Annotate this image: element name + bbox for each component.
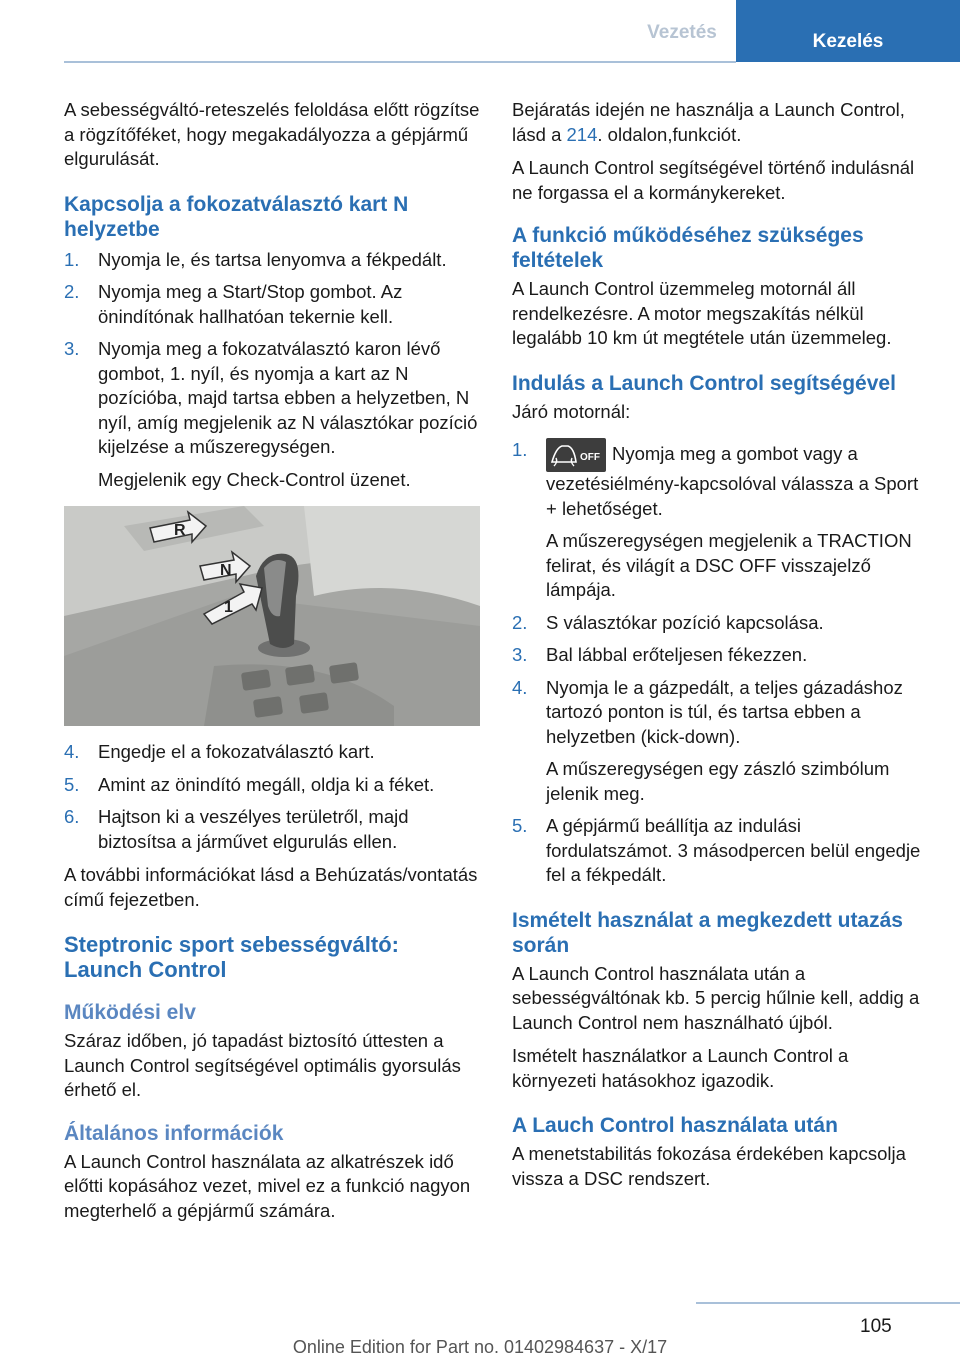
list-item — [512, 814, 930, 888]
step-text: Nyomja meg a gombot vagy a vezetésiélmény-kapcsolóval válassza a Sport + lehetőséget. — [546, 442, 919, 519]
step-note: A műszeregységen egy zászló szimbólum jelenik meg. — [546, 758, 890, 804]
list-item — [64, 337, 482, 492]
list-item — [64, 740, 482, 765]
steps-list-2 — [64, 740, 482, 854]
step-text: Nyomja meg a Start/Stop gombot. Az önindítónak hallhatóan tekernie kell. — [98, 281, 403, 327]
dsc-off-text: OFF — [580, 452, 600, 463]
tab-kezeles[interactable]: Kezelés — [736, 0, 960, 62]
list-item — [512, 611, 930, 636]
arrow-label-n: N — [220, 562, 232, 579]
step-number: 5. — [512, 815, 528, 836]
heading-conditions: A funkció működéséhez szükséges feltételek — [512, 224, 864, 272]
step-text: Hajtson ki a veszélyes területről, majd biztosítsa a járművet elgurulás ellen. — [98, 806, 409, 852]
left-column — [64, 98, 482, 1232]
heading-launch-control: Steptronic sport sebességváltó: Launch Control — [64, 932, 399, 982]
step-note: Megjelenik egy Check-Control üzenet. — [98, 468, 411, 490]
step-text: Nyomja le, és tartsa lenyomva a fékpedált. — [98, 248, 447, 270]
step-text: A gépjármű beállítja az indulási fordulatszámot. 3 másodpercen belül engedje fel a fékpedált. — [546, 815, 921, 885]
step-number: 2. — [512, 611, 528, 633]
step-number: 3. — [64, 338, 80, 359]
page-header — [0, 0, 960, 64]
gear-selector-drawing — [64, 506, 480, 726]
tab-vezetes[interactable]: Vezetés — [647, 22, 717, 43]
step-text: Nyomja meg a fokozatválasztó karon lévő gombot, 1. nyíl, és nyomja a kart az N pozícióba, majd tartsa ebben a helyzetben, N nyíl, amíg megjelenik az N választókar pozíció kijelzése a műszeregységen. — [98, 338, 478, 457]
launch-steps-list — [512, 438, 930, 888]
break-in-text: Bejáratás idején ne használja a Launch Control, lásd a — [512, 99, 905, 145]
footer-divider — [696, 1302, 960, 1304]
heading-general-info: Általános információk — [64, 1121, 284, 1145]
heading-repeat-use: Ismételt használat a megkezdett utazás során — [512, 908, 903, 957]
engine-running-label: Járó motornál: — [512, 400, 631, 422]
header-divider — [64, 61, 736, 63]
general-paragraph: A Launch Control használata az alkatrészek idő előtti kopásához vezet, mivel ez a funkció nagyon megterhelő a gépjármű számára. — [64, 1150, 471, 1221]
list-item — [64, 280, 482, 329]
step-text: Bal lábbal erőteljesen fékezzen. — [546, 644, 808, 665]
step-note: A műszeregységen megjelenik a TRACTION felirat, és világít a DSC OFF visszajelző lámpája. — [546, 530, 912, 600]
step-number: 3. — [512, 644, 528, 665]
gear-selector-illustration — [64, 506, 480, 726]
step-number: 2. — [64, 281, 80, 302]
step-number: 1. — [64, 248, 80, 270]
step-text: S választókar pozíció kapcsolása. — [546, 611, 824, 633]
step-number: 1. — [512, 439, 528, 460]
list-item — [64, 773, 482, 798]
heading-shift-to-n: Kapcsolja a fokozatválasztó kart N helyzetbe — [64, 192, 409, 241]
steps-list-1 — [64, 248, 482, 493]
step-number: 6. — [64, 806, 80, 827]
heading-after-use: A Lauch Control használata után — [512, 1114, 838, 1137]
repeat-paragraph-1: A Launch Control használata után a sebességváltónak kb. 5 percig hűlnie kell, addig a Launch Control nem használható újból. — [512, 962, 920, 1033]
step-text: Amint az önindító megáll, oldja ki a féket. — [98, 773, 435, 795]
towing-note: A további információkat lásd a Behúzatás/vontatás című fejezetben. — [64, 864, 478, 910]
page-number: 105 — [860, 1316, 892, 1337]
step-text: Nyomja le a gázpedált, a teljes gázadáshoz tartozó ponton is túl, és tartsa ebben a helyzetben (kick-down). — [546, 676, 903, 747]
list-item — [512, 676, 930, 807]
right-column — [512, 98, 930, 1200]
principle-paragraph: Száraz időben, jó tapadást biztosító úttesten a Launch Control segítségével optimális gyorsulás érhető el. — [64, 1030, 461, 1100]
list-item — [512, 643, 930, 668]
after-paragraph: A menetstabilitás fokozása érdekében kapcsolja vissza a DSC rendszert. — [512, 1143, 906, 1189]
heading-start-launch: Indulás a Launch Control segítségével — [512, 371, 896, 395]
dsc-off-button-icon — [546, 438, 606, 472]
step-number: 4. — [64, 741, 80, 762]
arrow-label-r: R — [174, 522, 186, 539]
break-in-paragraph — [512, 98, 930, 147]
steering-paragraph: A Launch Control segítségével történő indulásnál ne forgassa el a kormánykereket. — [512, 157, 915, 203]
list-item — [512, 438, 930, 603]
arrow-label-1: 1 — [224, 599, 233, 616]
intro-paragraph: A sebességváltó-reteszelés feloldása előtt rögzítse a rögzítőféket, hogy megakadályozza a gépjármű elgurulását. — [64, 99, 480, 169]
list-item — [64, 248, 482, 273]
break-in-text-end: . oldalon,funkciót. — [597, 123, 742, 145]
repeat-paragraph-2: Ismételt használatkor a Launch Control a környezeti hatásokhoz igazodik. — [512, 1045, 849, 1091]
heading-principle: Működési elv — [64, 1001, 196, 1024]
list-item — [64, 805, 482, 854]
step-number: 4. — [512, 676, 528, 698]
step-number: 5. — [64, 773, 80, 795]
conditions-paragraph: A Launch Control üzemmeleg motornál áll rendelkezésre. A motor megszakítás nélkül legalább 10 km út megtétele után üzemmeleg. — [512, 278, 892, 348]
edition-footer: Online Edition for Part no. 01402984637 - X/17 — [292, 1337, 668, 1357]
step-text: Engedje el a fokozatválasztó kart. — [98, 741, 375, 762]
page-reference-link[interactable]: 214 — [566, 123, 598, 145]
